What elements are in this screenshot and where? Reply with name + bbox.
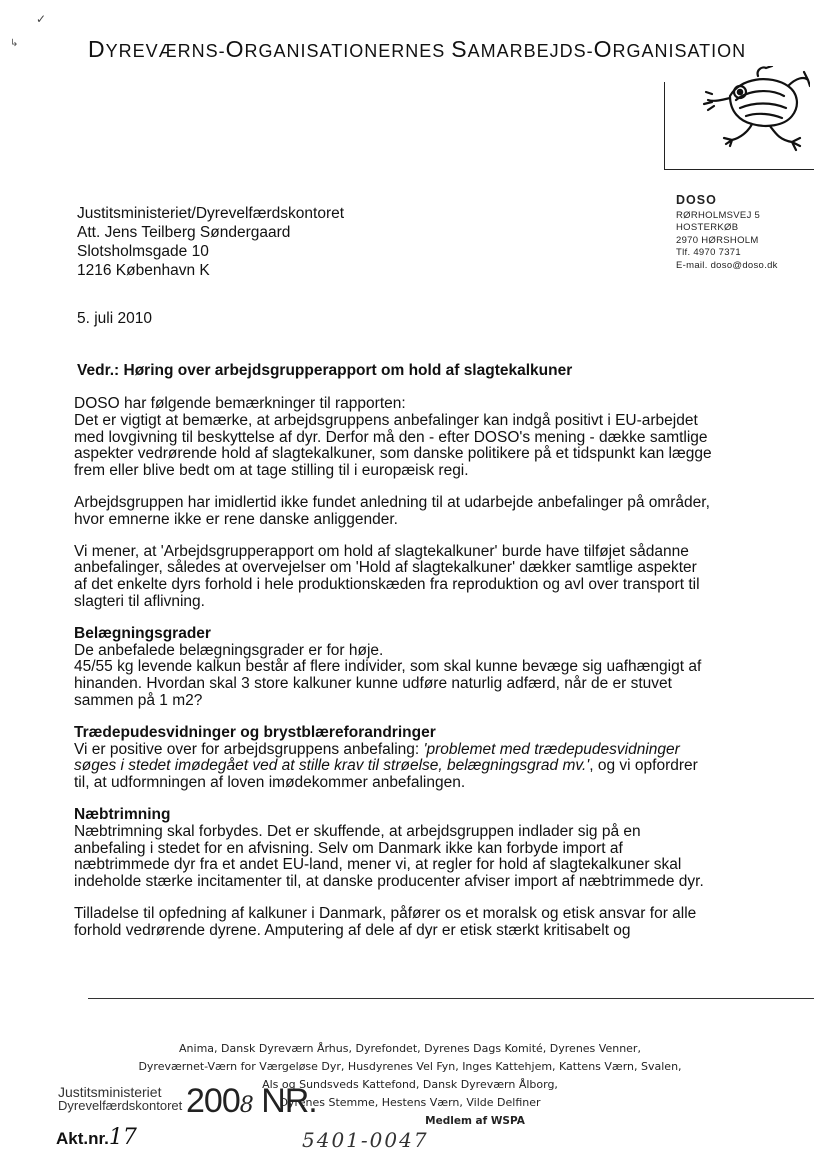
- footer-divider: [88, 998, 814, 999]
- section-heading: Næbtrimning: [74, 805, 171, 823]
- akt-label: Akt.nr.: [56, 1129, 109, 1148]
- sender-email: E-mail. doso@doso.dk: [676, 259, 778, 271]
- header-word: ORGANISATIONERNES: [225, 36, 452, 62]
- recipient-line: Justitsministeriet/Dyrevelfærdskontoret: [77, 205, 345, 222]
- section-heading: Trædepudesvidninger og brystblæreforandringer: [74, 723, 436, 741]
- akt-handwritten: 17: [108, 1125, 137, 1150]
- stamp-nr-label: NR.: [261, 1082, 317, 1120]
- recipient-line: Slotsholmsgade 10: [77, 243, 209, 260]
- sender-line: Tlf. 4970 7371: [676, 247, 741, 258]
- sender-org: DOSO: [676, 193, 717, 207]
- paragraph-text: , og vi opfordrer til, at udformningen af loven imødekommer anbefalingen.: [74, 757, 698, 792]
- sender-line: 2970 HØRSHOLM: [676, 234, 759, 246]
- member-organisations: [60, 1040, 760, 1130]
- member-line: Dyrenes Stemme, Hestens Værn, Vilde Delfiner: [279, 1096, 541, 1109]
- quoted-recommendation: 'problemet med trædepudesvidninger søges i stedet imødegået ved at stille krav til strøelse, belægningsgrad mv.': [74, 740, 680, 775]
- sender-line: HOSTERKØB: [676, 222, 739, 233]
- stamp-line: Justitsministeriet: [58, 1084, 162, 1100]
- letter-body: [74, 396, 734, 955]
- stamp-year-printed: 200: [186, 1082, 240, 1120]
- stamp-year: [186, 1084, 317, 1123]
- body-paragraph: Tilladelse til opfedning af kalkuner i Danmark, påfører os et moralsk og etisk ansvar for alle forhold vedrørende dyrene. Amputering af dele af dyr er etisk stærkt kritisabelt og: [74, 904, 697, 939]
- member-line: Als og Sundsveds Kattefond, Dansk Dyreværn Ålborg,: [262, 1078, 558, 1091]
- stamp-line: Dyrevelfærdskontoret: [58, 1098, 183, 1113]
- akt-number: [56, 1125, 137, 1150]
- member-line: Dyreværnet-Værn for Værgeløse Dyr, Husdyrenes Vel Fyn, Inges Kattehjem, Kattens Værn, Svalen,: [138, 1060, 682, 1073]
- organisation-header: [88, 36, 747, 63]
- body-paragraph: Arbejdsgruppen har imidlertid ikke fundet anledning til at udarbejde anbefalinger på områder, hvor emnerne ikke er rene danske anliggender.: [74, 493, 710, 528]
- header-word: SAMARBEJDS-: [451, 36, 594, 62]
- body-paragraph: De anbefalede belægningsgrader er for høje. 45/55 kg levende kalkun består af flere individer, som skal kunne bevæge sig uafhængigt af hinanden. Hvordan skal 3 store kalkuner kunne udføre naturlig adfærd, når de er stuvet sammen på 1 m2?: [74, 641, 702, 709]
- recipient-address: [77, 204, 344, 280]
- frog-logo-icon: [700, 66, 810, 152]
- body-paragraph: [74, 742, 734, 792]
- scan-mark: ↳: [10, 38, 19, 49]
- recipient-line: Att. Jens Teilberg Søndergaard: [77, 224, 291, 241]
- member-line: Anima, Dansk Dyreværn Århus, Dyrefondet, Dyrenes Dags Komité, Dyrenes Venner,: [179, 1042, 641, 1055]
- sender-line: RØRHOLMSVEJ 5: [676, 209, 761, 221]
- header-word: ORGANISATION: [593, 36, 747, 62]
- letterhead-divider-vertical: [664, 82, 665, 170]
- sender-address: [676, 194, 778, 272]
- received-stamp: [58, 1086, 182, 1112]
- handwritten-case-number: 5401-0047: [302, 1128, 429, 1152]
- letter-subject: Vedr.: Høring over arbejdsgrupperapport om hold af slagtekalkuner: [77, 362, 573, 379]
- section-heading: Belægningsgrader: [74, 624, 211, 642]
- recipient-line: 1216 København K: [77, 262, 210, 279]
- header-word: DYREVÆRNS-: [88, 36, 226, 62]
- body-paragraph: Næbtrimning skal forbydes. Det er skuffende, at arbejdsgruppen indlader sig på en anbefaling i stedet for en afvisning. Selv om Danmark ikke kan forbyde import af næbtrimmede dyr fra et andet EU-land, mener vi, at regler for hold af slagtekalkuner skal indeholde stærke incitamenter til, at danske producenter afviser import af næbtrimmede dyr.: [74, 822, 704, 891]
- stamp-year-handwritten: 8: [239, 1093, 253, 1118]
- paragraph-text: Vi er positive over for arbejdsgruppens anbefaling:: [74, 740, 424, 758]
- body-paragraph: Vi mener, at 'Arbejdsgrupperapport om hold af slagtekalkuner' burde have tilføjet sådanne anbefalinger, således at overvejelser om 'Hold af slagtekalkuner' dækker samtlige aspekter af det enkelte dyrs forhold i hele produktionskæden fra reproduktion og avl over transport til slagteri til aflivning.: [74, 542, 700, 610]
- letter-date: 5. juli 2010: [77, 310, 152, 327]
- letterhead-divider-horizontal: [664, 169, 814, 170]
- body-paragraph: DOSO har følgende bemærkninger til rapporten: Det er vigtigt at bemærke, at arbejdsgruppens anbefalinger kan indgå positivt i EU-arbejdet med lovgivning til beskyttelse af dyr. Derfor må den - efter DOSO's mening - dække samtlige aspekter vedrørende hold af slagtekalkuner, som danske politikere på et tidspunkt kan lægge frem eller blive bedt om at tage stilling til i europæisk regi.: [74, 395, 712, 480]
- wspa-membership: Medlem af WSPA: [425, 1115, 525, 1127]
- scan-mark: ✓: [36, 12, 47, 26]
